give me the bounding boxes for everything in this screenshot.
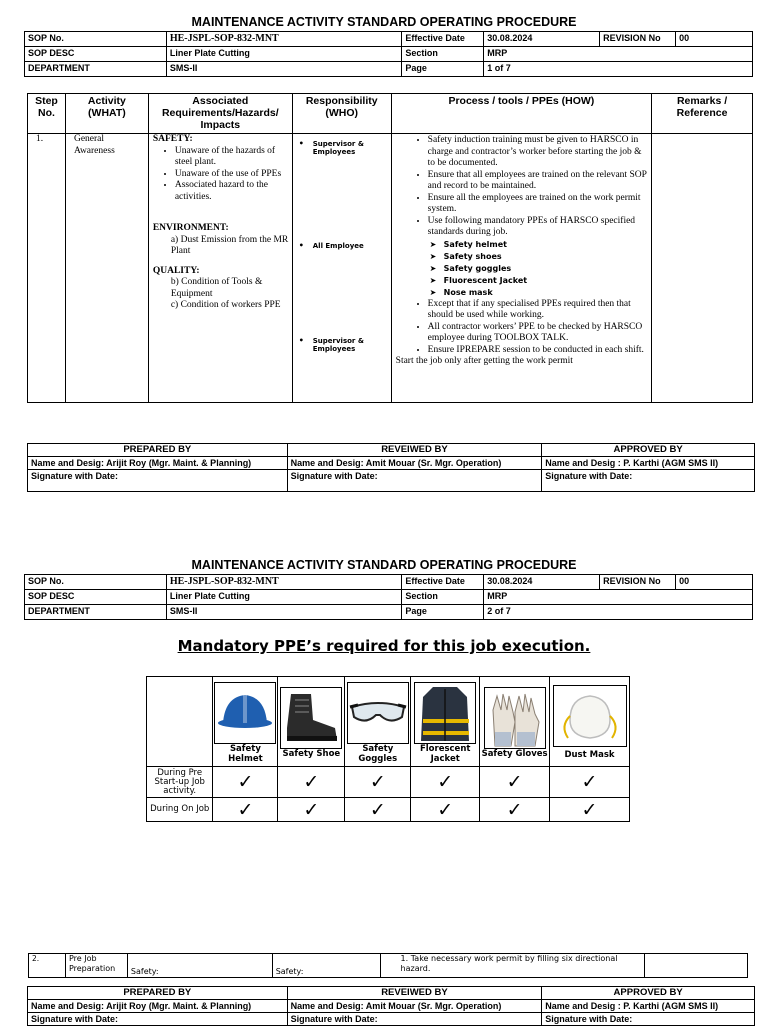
approved-by-label: APPROVED BY: [542, 444, 755, 457]
quality-item: b) Condition of Tools & Equipment: [170, 277, 263, 299]
how-cell: 1. Take necessary work permit by filling six directional hazard.: [380, 954, 645, 978]
effective-date-label: Effective Date: [402, 575, 484, 590]
col-who: Responsibility (WHO): [292, 94, 391, 134]
how-item: • Ensure that all employees are trained on the relevant SOP and record to be maintained.: [428, 170, 648, 193]
sop-header-table: [24, 31, 753, 77]
prepared-signature: Signature with Date:: [28, 1013, 288, 1026]
ppe-col-shoe: [278, 677, 345, 767]
check-mark: ✓: [345, 767, 411, 798]
safety-item: • Associated hazard to the activities.: [175, 180, 289, 203]
jacket-icon: [414, 682, 476, 744]
ppe-col-goggles: [345, 677, 411, 767]
prepared-name: Name and Desig: Arijit Roy (Mgr. Maint. & Planning): [28, 1000, 288, 1013]
sop-no-value: HE-JSPL-SOP-832-MNT: [166, 575, 402, 590]
environment-heading: ENVIRONMENT:: [152, 223, 229, 233]
ppe-label: Florescent Jacket: [419, 743, 471, 764]
section-label: Section: [402, 590, 484, 605]
activity-name: General Awareness: [65, 134, 148, 403]
approved-name: Name and Desig : P. Karthi (AGM SMS II): [542, 457, 755, 470]
approved-signature: Signature with Date:: [542, 1013, 755, 1026]
ppe-col-helmet: [213, 677, 278, 767]
signature-table: [27, 443, 755, 492]
effective-date-value: 30.08.2024: [484, 575, 600, 590]
check-mark: ✓: [411, 767, 480, 798]
approved-by-label: APPROVED BY: [542, 987, 755, 1000]
ppe-label: Safety Goggles: [358, 743, 398, 764]
col-step: Step No.: [28, 94, 66, 134]
sop-no-label: SOP No.: [25, 575, 167, 590]
how-item: • All contractor workers’ PPE to be checked by HARSCO employee during TOOLBOX TALK.: [428, 322, 648, 345]
revision-value: 00: [676, 32, 753, 47]
revision-label: REVISION No: [600, 32, 676, 47]
col-impacts: Associated Requirements/Hazards/ Impacts: [148, 94, 292, 134]
section-value: MRP: [484, 47, 753, 62]
effective-date-value: 30.08.2024: [484, 32, 600, 47]
how-item: • Ensure IPREPARE session to be conducted in each shift.: [428, 345, 648, 357]
how-item: • Use following mandatory PPEs of HARSCO specified standards during job.: [428, 216, 648, 239]
remarks-cell: [645, 954, 748, 978]
who-item: • Supervisor & Employees: [313, 337, 391, 353]
ppe-list-item: ➤ Safety goggles: [444, 263, 648, 275]
ppe-col-mask: [550, 677, 630, 767]
reviewed-by-label: REVEIWED BY: [287, 444, 542, 457]
effective-date-label: Effective Date: [402, 32, 484, 47]
quality-heading: QUALITY:: [152, 265, 200, 276]
check-mark: ✓: [213, 798, 278, 822]
check-mark: ✓: [480, 798, 550, 822]
ppe-list-item: ➤ Fluorescent Jacket: [444, 275, 648, 287]
department-label: DEPARTMENT: [25, 62, 167, 77]
prepared-by-label: PREPARED BY: [28, 987, 288, 1000]
how-item: • Except that if any specialised PPEs required then that should be used while working.: [428, 299, 648, 322]
page-value: 2 of 7: [484, 605, 753, 620]
activity-table: [27, 93, 753, 403]
ppe-list-item: ➤ Nose mask: [444, 287, 648, 299]
page-title: MAINTENANCE ACTIVITY STANDARD OPERATING PROCEDURE: [191, 558, 577, 572]
jacket-stripe: [423, 731, 469, 735]
reviewed-by-label: REVEIWED BY: [287, 987, 542, 1000]
safety-heading: SAFETY:: [152, 134, 193, 144]
prepared-signature: Signature with Date:: [28, 470, 288, 492]
check-mark: ✓: [550, 767, 630, 798]
page-title: MAINTENANCE ACTIVITY STANDARD OPERATING PROCEDURE: [191, 15, 577, 29]
revision-value: 00: [676, 575, 753, 590]
col-how: Process / tools / PPEs (HOW): [391, 94, 651, 134]
reviewed-name: Name and Desig: Amit Mouar (Sr. Mgr. Operation): [287, 1000, 542, 1013]
helmet-icon: [214, 682, 276, 744]
prepared-by-label: PREPARED BY: [28, 444, 288, 457]
ppe-label: Safety Gloves: [481, 748, 548, 759]
reviewed-signature: Signature with Date:: [287, 1013, 542, 1026]
check-mark: ✓: [550, 798, 630, 822]
who-cell: Safety:: [272, 954, 380, 978]
prepared-name: Name and Desig: Arijit Roy (Mgr. Maint. & Planning): [28, 457, 288, 470]
revision-label: REVISION No: [600, 575, 676, 590]
safety-item: • Unaware of the hazards of steel plant.: [175, 146, 289, 169]
activity-row-2: [28, 953, 748, 978]
section-label: Section: [402, 47, 484, 62]
col-remarks: Remarks / Reference: [652, 94, 753, 134]
how-cell: [391, 134, 651, 403]
department-value: SMS-II: [166, 605, 402, 620]
sop-desc-label: SOP DESC: [25, 590, 167, 605]
col-what: Activity (WHAT): [65, 94, 148, 134]
how-item: • Ensure all the employees are trained on the work permit system.: [428, 193, 648, 216]
ppe-label: Safety Helmet: [228, 743, 263, 764]
who-item: • All Employee: [313, 242, 364, 250]
remarks-cell: [652, 134, 753, 403]
safety-item: • Unaware of the use of PPEs: [175, 169, 289, 181]
ppe-row-label: During Pre Start-up Job activity.: [147, 767, 213, 798]
approved-signature: Signature with Date:: [542, 470, 755, 492]
ppe-col-gloves: [480, 677, 550, 767]
ppe-corner: [147, 677, 213, 767]
check-mark: ✓: [411, 798, 480, 822]
quality-item: c) Condition of workers PPE: [170, 300, 281, 310]
ppe-matrix: [146, 676, 630, 822]
sop-no-value: HE-JSPL-SOP-832-MNT: [166, 32, 402, 47]
approved-name: Name and Desig : P. Karthi (AGM SMS II): [542, 1000, 755, 1013]
ppe-list-item: ➤ Safety shoes: [444, 251, 648, 263]
check-mark: ✓: [213, 767, 278, 798]
page-value: 1 of 7: [484, 62, 753, 77]
shoe-icon: [280, 687, 342, 749]
signature-table: [27, 986, 755, 1026]
goggles-icon: [347, 682, 409, 744]
ppe-label: Safety Shoe: [282, 748, 341, 759]
how-footer: Start the job only after getting the work permit: [395, 356, 573, 366]
how-item: • Safety induction training must be given to HARSCO in charge and contractor’s worker before starting the job & to be documented.: [428, 135, 648, 170]
sop-header-table: [24, 574, 753, 620]
impacts-cell: Safety:: [127, 954, 272, 978]
page-label: Page: [402, 605, 484, 620]
ppe-row-label: During On Job: [147, 798, 213, 822]
department-value: SMS-II: [166, 62, 402, 77]
ppe-label: Dust Mask: [564, 750, 615, 760]
step-number: 1.: [28, 134, 66, 403]
department-label: DEPARTMENT: [25, 605, 167, 620]
ppe-col-jacket: [411, 677, 480, 767]
who-item: • Supervisor & Employees: [313, 140, 391, 156]
activity-name: Pre Job Preparation: [65, 954, 127, 978]
sop-desc-label: SOP DESC: [25, 47, 167, 62]
check-mark: ✓: [480, 767, 550, 798]
section-value: MRP: [484, 590, 753, 605]
sop-desc-value: Liner Plate Cutting: [166, 47, 402, 62]
check-mark: ✓: [278, 798, 345, 822]
check-mark: ✓: [278, 767, 345, 798]
sop-desc-value: Liner Plate Cutting: [166, 590, 402, 605]
ppe-list-item: ➤ Safety helmet: [444, 239, 648, 251]
who-cell: [292, 134, 391, 403]
gloves-icon: [484, 687, 546, 749]
step-number: 2.: [29, 954, 66, 978]
environment-item: a) Dust Emission from the MR Plant: [170, 234, 289, 256]
reviewed-signature: Signature with Date:: [287, 470, 542, 492]
sop-no-label: SOP No.: [25, 32, 167, 47]
reviewed-name: Name and Desig: Amit Mouar (Sr. Mgr. Operation): [287, 457, 542, 470]
impacts-cell: [148, 134, 292, 403]
check-mark: ✓: [345, 798, 411, 822]
mask-icon: [553, 685, 627, 747]
shoe-body: [287, 694, 337, 740]
ppe-section-title: Mandatory PPE’s required for this job execution.: [177, 637, 591, 655]
page-label: Page: [402, 62, 484, 77]
jacket-stripe: [423, 719, 469, 723]
